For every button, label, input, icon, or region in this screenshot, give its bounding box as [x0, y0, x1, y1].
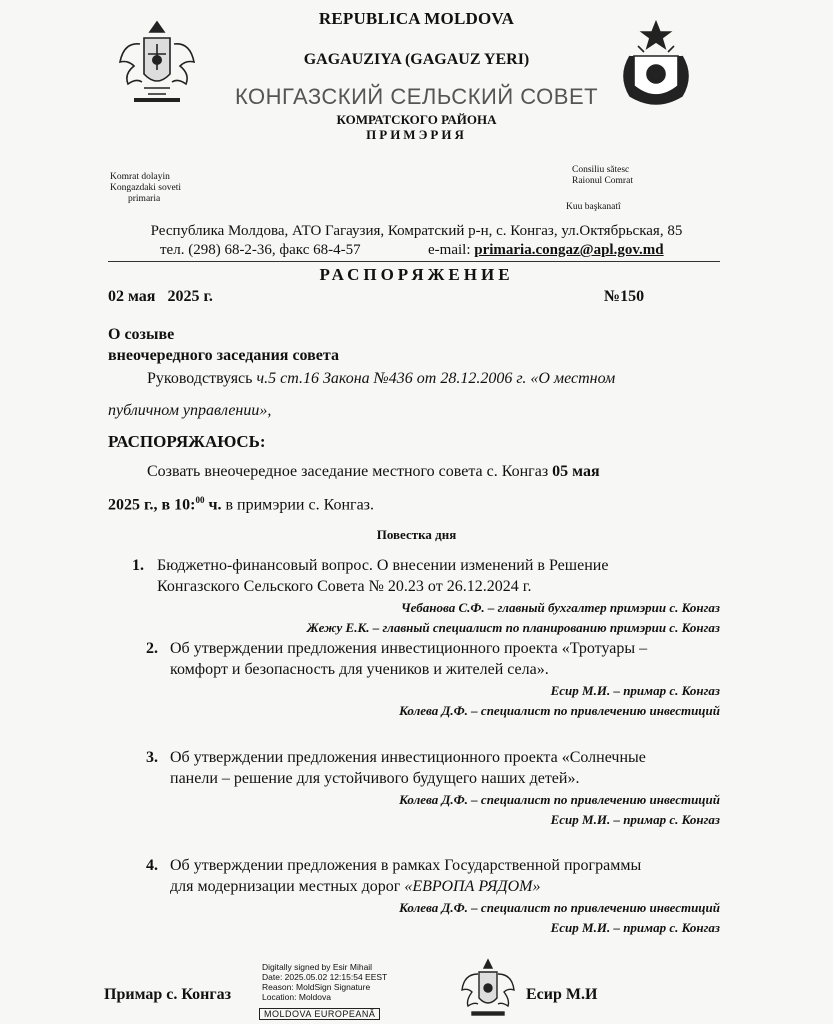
agenda-item-4-line-2-text: для модернизации местных дорог — [170, 878, 405, 895]
subject-line-1: О созыве — [108, 326, 175, 343]
header-district: КОМРАТСКОГО РАЙОНА — [336, 112, 497, 127]
agenda-item-1 — [132, 556, 144, 576]
basis-law: ч.5 ст.16 Закона №436 от 28.12.2006 г. «О местном — [256, 370, 616, 387]
agenda-item-2-speaker-1: Есир М.И. – примар с. Конгаз — [550, 683, 720, 698]
basis-prefix: Руководствуясь — [147, 370, 257, 387]
stamp-line: Date: 2025.05.02 12:15:54 EEST — [262, 972, 388, 982]
header-left-small — [110, 172, 181, 205]
agenda-item-3-line-1: Об утверждении предложения инвестиционного проекта «Солнечные — [170, 749, 646, 766]
left-small-line: Komrat dolayin — [110, 172, 170, 182]
agenda-item-4-line-1: Об утверждении предложения в рамках Государственной программы — [170, 857, 642, 874]
basis-line-1 — [147, 370, 615, 388]
address-line: Республика Молдова, АТО Гагаузия, Комратский р-н, с. Конгаз, ул.Октябрьская, 85 — [150, 223, 683, 239]
agenda-number: 2. — [146, 640, 158, 657]
agenda-item-2 — [146, 639, 158, 659]
basis-line-2: публичном управлении», — [108, 402, 272, 419]
convene-date: 05 мая — [552, 463, 600, 480]
agenda-item-4-line-2 — [170, 877, 540, 897]
email-label: e-mail: — [428, 242, 475, 258]
stamp-line: Digitally signed by Esir Mihail — [262, 962, 373, 972]
agenda-item-3 — [146, 748, 158, 768]
subject-line-2: внеочередного заседания совета — [108, 347, 339, 364]
signer-name: Есир М.И — [526, 986, 598, 1003]
email-line — [428, 242, 664, 259]
document-date — [108, 288, 213, 306]
agenda-number: 4. — [146, 857, 158, 874]
agenda-item-4-speaker-2: Есир М.И. – примар с. Конгаз — [550, 920, 720, 935]
agenda-item-2-line-2: комфорт и безопасность для учеников и жителей села». — [170, 661, 549, 678]
header-council: КОНГАЗСКИЙ СЕЛЬСКИЙ СОВЕТ — [234, 84, 599, 109]
document-title: РАСПОРЯЖЕНИЕ — [319, 265, 514, 284]
agenda-item-4 — [146, 856, 158, 876]
agenda-item-1-speaker-2: Жежу Е.К. – главный специалист по планированию примэрии с. Конгаз — [306, 620, 720, 635]
digital-signature-stamp — [262, 962, 387, 1002]
agenda-item-3-line-2: панели – решение для устойчивого будущего наших детей». — [170, 770, 580, 787]
convene-year-time: 2025 г., в 10: — [108, 496, 196, 514]
agenda-item-3-speaker-1: Колева Д.Ф. – специалист по привлечению инвестиций — [399, 792, 720, 807]
stamp-box-label: MOLDOVA EUROPEANĂ — [259, 1008, 380, 1020]
agenda-number: 3. — [146, 749, 158, 766]
header-gagauzia: GAGAUZIYA (GAGAUZ YERI) — [303, 51, 530, 68]
convene-place: в примэрии с. Конгаз. — [221, 496, 374, 514]
moldova-emblem-icon — [458, 956, 518, 1022]
convene-line-2 — [108, 495, 374, 514]
agenda-title: Повестка дня — [376, 527, 457, 542]
agenda-item-1-speaker-1: Чебанова С.Ф. – главный бухгалтер примэрии с. Конгаз — [400, 600, 720, 615]
agenda-item-4-speaker-1: Колева Д.Ф. – специалист по привлечению инвестиций — [399, 900, 720, 915]
signer-position: Примар с. Конгаз — [104, 986, 232, 1003]
header-primaria: ПРИМЭРИЯ — [366, 127, 467, 142]
agenda-item-2-speaker-2: Колева Д.Ф. – специалист по привлечению инвестиций — [399, 703, 720, 718]
agenda-item-4-program-name: «ЕВРОПА РЯДОМ» — [404, 878, 541, 895]
header-divider — [108, 261, 720, 262]
order-word: РАСПОРЯЖАЮСЬ: — [108, 432, 266, 451]
left-small-line: primaria — [128, 194, 161, 204]
agenda-item-1-line-2: Конгазского Сельского Совета № 20.23 от 26.12.2024 г. — [157, 578, 532, 595]
date-day: 02 мая — [108, 288, 156, 305]
right-small-line: Consiliu sătesc — [572, 165, 630, 175]
document-number: №150 — [604, 288, 645, 305]
stamp-line: Reason: MoldSign Signature — [262, 982, 371, 992]
header-right-small — [572, 165, 633, 187]
convene-minutes: 00 — [195, 495, 205, 505]
stamp-line: Location: Moldova — [262, 992, 331, 1002]
agenda-item-3-speaker-2: Есир М.И. – примар с. Конгаз — [550, 812, 720, 827]
convene-text: Созвать внеочередное заседание местного совета с. Конгаз — [147, 463, 553, 480]
date-year: 2025 г. — [167, 288, 213, 305]
convene-line-1 — [147, 463, 600, 481]
left-small-line: Kongazdaki soveti — [110, 183, 181, 193]
agenda-item-1-line-1: Бюджетно-финансовый вопрос. О внесении изменений в Решение — [157, 557, 609, 574]
header-republica: REPUBLICA MOLDOVA — [318, 9, 515, 28]
header-right-small-2: Kuu başkanatî — [566, 202, 621, 212]
phone-line: тел. (298) 68-2-36, факс 68-4-57 — [160, 242, 361, 258]
agenda-number: 1. — [132, 557, 144, 574]
right-small-line: Raionul Comrat — [572, 176, 633, 186]
agenda-item-2-line-1: Об утверждении предложения инвестиционного проекта «Тротуары – — [170, 640, 648, 657]
convene-hour-unit: ч. — [204, 496, 222, 514]
email-link[interactable]: primaria.congaz@apl.gov.md — [474, 242, 664, 258]
